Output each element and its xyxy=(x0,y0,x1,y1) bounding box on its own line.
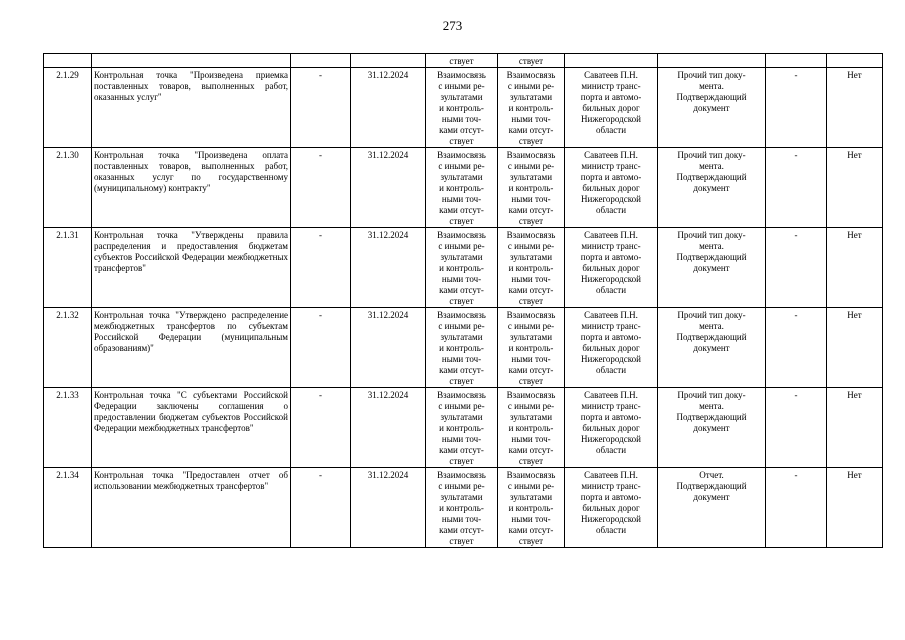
due-date: 31.12.2024 xyxy=(351,228,426,308)
due-date: 31.12.2024 xyxy=(351,148,426,228)
successor-link: Взаимосвязь с иными ре- зультатами и контроль- ными точ- ками отсут- ствует xyxy=(498,68,565,148)
row-number: 2.1.30 xyxy=(44,148,92,228)
predecessor-link: Взаимосвязь с иными ре- зультатами и контроль- ными точ- ками отсут- ствует xyxy=(426,228,498,308)
successor-link: Взаимосвязь с иными ре- зультатами и контроль- ными точ- ками отсут- ствует xyxy=(498,148,565,228)
cont-cell-flag xyxy=(827,54,883,68)
flag-value: Нет xyxy=(827,68,883,148)
info-system: - xyxy=(766,68,827,148)
cont-cell-name xyxy=(92,54,291,68)
predecessor-link: Взаимосвязь с иными ре- зультатами и контроль- ными точ- ками отсут- ствует xyxy=(426,388,498,468)
cont-cell-dash2 xyxy=(766,54,827,68)
successor-link: Взаимосвязь с иными ре- зультатами и контроль- ными точ- ками отсут- ствует xyxy=(498,388,565,468)
flag-value: Нет xyxy=(827,148,883,228)
info-system: - xyxy=(766,388,827,468)
row-number: 2.1.32 xyxy=(44,308,92,388)
control-point-name: Контрольная точка "Предоставлен отчет об использовании межбюджетных трансфертов" xyxy=(92,468,291,548)
previous-value: - xyxy=(291,388,351,468)
table-row xyxy=(44,308,883,388)
document-type: Отчет. Подтверждающий документ xyxy=(658,468,766,548)
row-number: 2.1.31 xyxy=(44,228,92,308)
control-point-name: Контрольная точка "С субъектами Российской Федерации заключены соглашения о предоставлении бюджетам субъектов Российской Федерации межбюджетных трансфертов" xyxy=(92,388,291,468)
row-number: 2.1.29 xyxy=(44,68,92,148)
control-points-table xyxy=(43,53,883,548)
flag-value: Нет xyxy=(827,308,883,388)
cont-cell-predecessor: ствует xyxy=(426,54,498,68)
previous-value: - xyxy=(291,68,351,148)
cont-cell-responsible xyxy=(565,54,658,68)
table-row xyxy=(44,468,883,548)
document-type: Прочий тип доку- мента. Подтверждающий документ xyxy=(658,388,766,468)
predecessor-link: Взаимосвязь с иными ре- зультатами и контроль- ными точ- ками отсут- ствует xyxy=(426,308,498,388)
cont-cell-dash xyxy=(291,54,351,68)
responsible-person: Саватеев П.Н. министр транс- порта и автомо- бильных дорог Нижегородской области xyxy=(565,68,658,148)
table-row xyxy=(44,388,883,468)
page-number: 273 xyxy=(442,18,463,33)
previous-value: - xyxy=(291,468,351,548)
responsible-person: Саватеев П.Н. министр транс- порта и автомо- бильных дорог Нижегородской области xyxy=(565,388,658,468)
successor-link: Взаимосвязь с иными ре- зультатами и контроль- ными точ- ками отсут- ствует xyxy=(498,228,565,308)
table-row xyxy=(44,68,883,148)
document-type: Прочий тип доку- мента. Подтверждающий документ xyxy=(658,228,766,308)
document-type: Прочий тип доку- мента. Подтверждающий документ xyxy=(658,308,766,388)
document-type: Прочий тип доку- мента. Подтверждающий документ xyxy=(658,148,766,228)
previous-value: - xyxy=(291,308,351,388)
responsible-person: Саватеев П.Н. министр транс- порта и автомо- бильных дорог Нижегородской области xyxy=(565,148,658,228)
due-date: 31.12.2024 xyxy=(351,308,426,388)
flag-value: Нет xyxy=(827,228,883,308)
flag-value: Нет xyxy=(827,468,883,548)
flag-value: Нет xyxy=(827,388,883,468)
predecessor-link: Взаимосвязь с иными ре- зультатами и контроль- ными точ- ками отсут- ствует xyxy=(426,468,498,548)
predecessor-link: Взаимосвязь с иными ре- зультатами и контроль- ными точ- ками отсут- ствует xyxy=(426,68,498,148)
responsible-person: Саватеев П.Н. министр транс- порта и автомо- бильных дорог Нижегородской области xyxy=(565,308,658,388)
cont-cell-document xyxy=(658,54,766,68)
responsible-person: Саватеев П.Н. министр транс- порта и автомо- бильных дорог Нижегородской области xyxy=(565,468,658,548)
info-system: - xyxy=(766,308,827,388)
cont-cell-date xyxy=(351,54,426,68)
info-system: - xyxy=(766,148,827,228)
previous-value: - xyxy=(291,148,351,228)
document-type: Прочий тип доку- мента. Подтверждающий документ xyxy=(658,68,766,148)
previous-value: - xyxy=(291,228,351,308)
control-point-name: Контрольная точка "Произведена приемка поставленных товаров, выполненных работ, оказанных услуг" xyxy=(92,68,291,148)
successor-link: Взаимосвязь с иными ре- зультатами и контроль- ными точ- ками отсут- ствует xyxy=(498,468,565,548)
control-point-name: Контрольная точка "Утверждены правила распределения и предоставления бюджетам субъектов Российской Федерации межбюджетных трансфертов" xyxy=(92,228,291,308)
responsible-person: Саватеев П.Н. министр транс- порта и автомо- бильных дорог Нижегородской области xyxy=(565,228,658,308)
continuation-row xyxy=(44,54,883,68)
cont-cell-successor: ствует xyxy=(498,54,565,68)
row-number: 2.1.33 xyxy=(44,388,92,468)
control-point-name: Контрольная точка "Утверждено распределение межбюджетных трансфертов по субъектам Российской Федерации (муниципальным образованиям)" xyxy=(92,308,291,388)
predecessor-link: Взаимосвязь с иными ре- зультатами и контроль- ными точ- ками отсут- ствует xyxy=(426,148,498,228)
due-date: 31.12.2024 xyxy=(351,68,426,148)
due-date: 31.12.2024 xyxy=(351,388,426,468)
row-number: 2.1.34 xyxy=(44,468,92,548)
info-system: - xyxy=(766,228,827,308)
cont-cell-num xyxy=(44,54,92,68)
successor-link: Взаимосвязь с иными ре- зультатами и контроль- ными точ- ками отсут- ствует xyxy=(498,308,565,388)
table-row xyxy=(44,228,883,308)
info-system: - xyxy=(766,468,827,548)
due-date: 31.12.2024 xyxy=(351,468,426,548)
control-point-name: Контрольная точка "Произведена оплата поставленных товаров, выполненных работ, оказанных услуг по государственному (муниципальному) контракту" xyxy=(92,148,291,228)
table-row xyxy=(44,148,883,228)
